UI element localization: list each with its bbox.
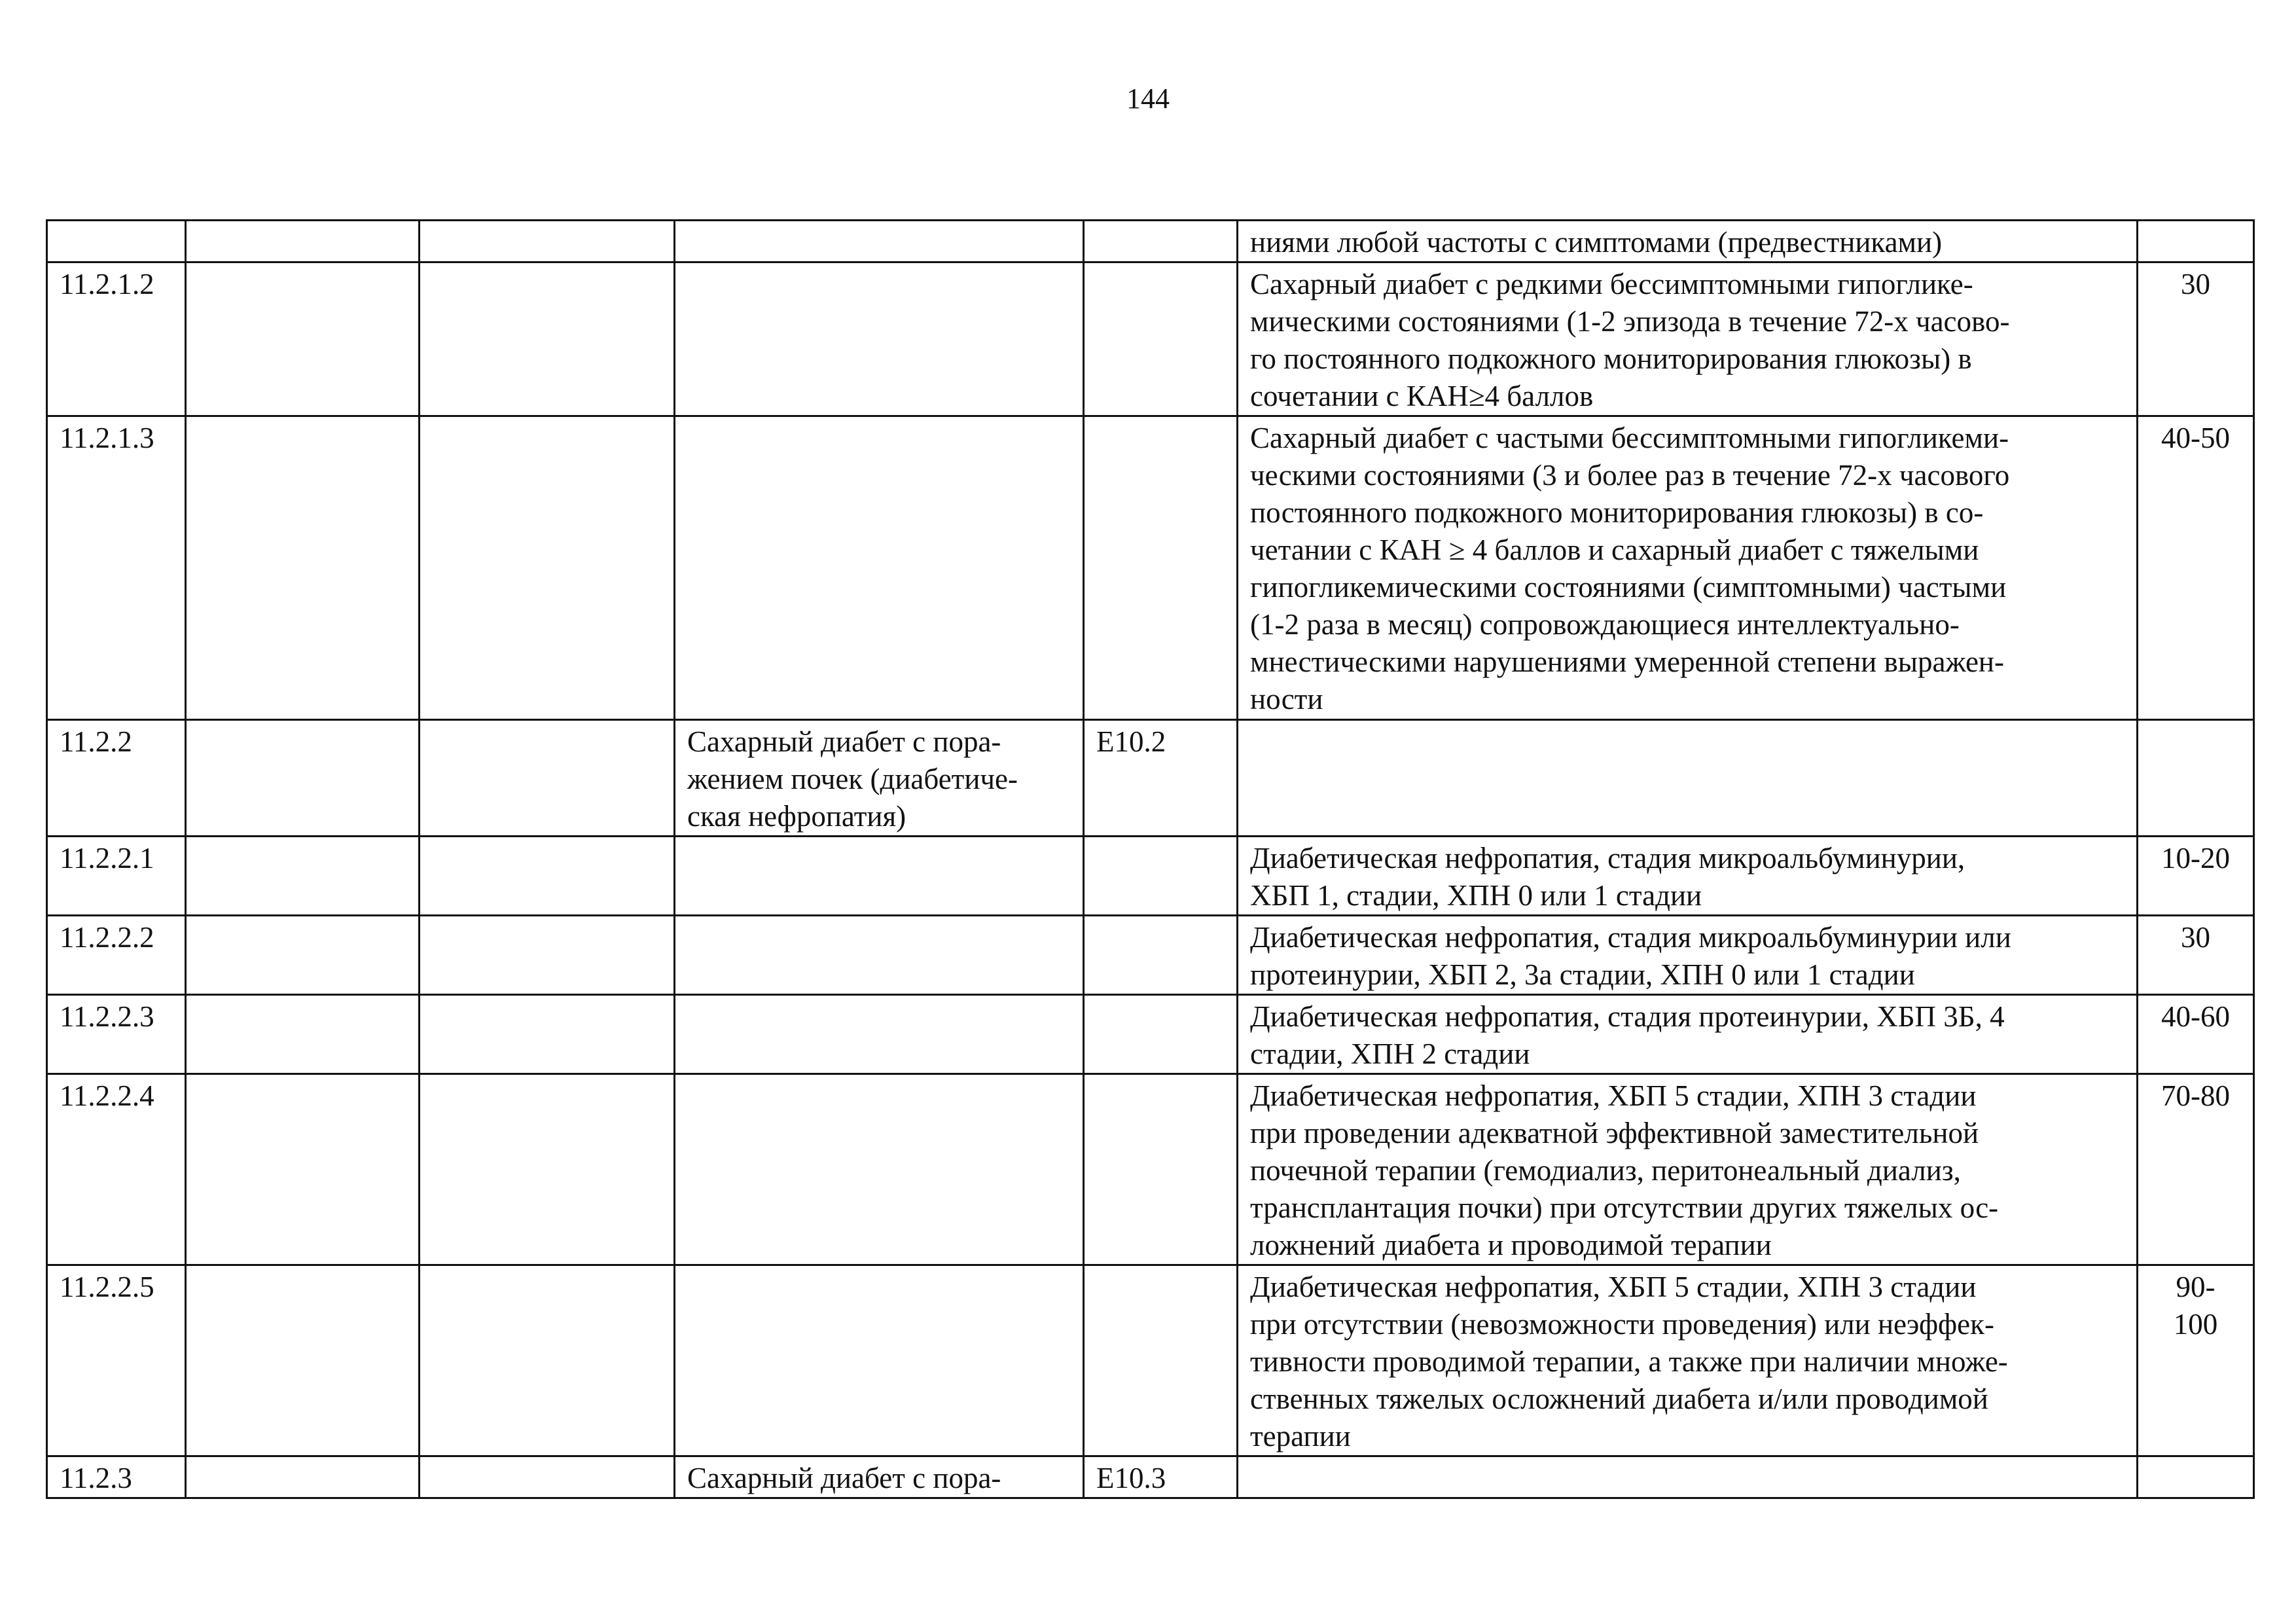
description-cell-line: четании с КАН ≥ 4 баллов и сахарный диабет с тяжелыми [1250,533,1979,566]
icd-code-cell [1084,221,1238,262]
diagnosis-name-cell [675,995,1084,1074]
description-cell-line: мнестическими нарушениями умеренной степени выражен- [1250,645,2004,678]
percent-value-cell-line: 70-80 [2161,1079,2230,1112]
description-cell-line: Диабетическая нефропатия, ХБП 5 стадии, ХПН 3 стадии [1250,1079,1977,1112]
empty-cell [420,221,675,262]
empty-cell [186,995,420,1074]
description-cell-line: го постоянного подкожного мониторирования глюкозы) в [1250,342,1972,375]
description-cell-line: ХБП 1, стадии, ХПН 0 или 1 стадии [1250,879,1702,912]
icd-code-cell [1084,995,1238,1074]
description-cell [1238,221,2138,262]
description-cell [1238,720,2138,837]
empty-cell [186,916,420,995]
percent-value-cell [2138,1456,2254,1498]
diagnosis-name-cell [675,720,1084,837]
description-cell-line: терапии [1250,1420,1351,1453]
empty-cell [420,1074,675,1265]
empty-cell [420,995,675,1074]
table-row [47,262,2254,416]
percent-value-cell [2138,221,2254,262]
icd-code-cell [1084,416,1238,720]
percent-value-cell [2138,1074,2254,1265]
icd-code-cell [1084,837,1238,916]
empty-cell [420,720,675,837]
description-cell-line: протеинурии, ХБП 2, 3а стадии, ХПН 0 или 1 стадии [1250,958,1915,991]
percent-value-cell [2138,416,2254,720]
empty-cell [186,1074,420,1265]
description-cell [1238,262,2138,416]
percent-value-cell-line: 40-50 [2161,422,2230,454]
icd-code-cell [1084,916,1238,995]
empty-cell [186,416,420,720]
table-row [47,1074,2254,1265]
description-cell-line: ности [1250,683,1323,715]
diagnosis-name-cell-line: ская нефропатия) [687,800,906,833]
row-code-cell: 11.2.2.4 [47,1074,186,1265]
empty-cell [186,720,420,837]
description-cell [1238,995,2138,1074]
percent-value-cell-line: 30 [2181,268,2210,300]
diagnosis-name-cell [675,416,1084,720]
empty-cell [186,837,420,916]
description-cell-line: ческими состояниями (3 и более раз в течение 72-х часового [1250,459,2010,492]
description-cell-line: при отсутствии (невозможности проведения) или неэффек- [1250,1308,1994,1341]
table-row [47,221,2254,262]
diagnosis-name-cell [675,262,1084,416]
empty-cell [420,837,675,916]
percent-value-cell [2138,262,2254,416]
row-code-cell: 11.2.2.3 [47,995,186,1074]
icd-code-cell [1084,1074,1238,1265]
row-code-cell: 11.2.1.3 [47,416,186,720]
description-cell-line: Диабетическая нефропатия, стадия микроальбуминурии или [1250,921,2011,954]
description-cell [1238,416,2138,720]
description-cell-line: трансплантация почки) при отсутствии других тяжелых ос- [1250,1191,1999,1224]
diagnosis-name-cell [675,1074,1084,1265]
description-cell-line: Сахарный диабет с редкими бессимптомными гипоглике- [1250,268,1973,300]
percent-value-cell [2138,720,2254,837]
description-cell-line: гипогликемическими состояниями (симптомными) частыми [1250,571,2007,604]
percent-value-cell-line: 90- [2176,1271,2215,1303]
percent-value-cell [2138,1265,2254,1456]
description-cell-line: мическими состояниями (1-2 эпизода в течение 72-х часово- [1250,305,2010,338]
description-cell-line: тивности проводимой терапии, а также при наличии множе- [1250,1345,2008,1378]
empty-cell [420,1265,675,1456]
row-code-cell [47,221,186,262]
table-row [47,916,2254,995]
percent-value-cell-line: 10-20 [2161,842,2230,875]
diagnosis-name-cell [675,1265,1084,1456]
percent-value-cell-line: 40-60 [2161,1000,2230,1033]
empty-cell [420,916,675,995]
description-cell-line: постоянного подкожного мониторирования глюкозы) в со- [1250,496,1984,529]
percent-value-cell-line: 30 [2181,921,2210,954]
diagnosis-name-cell-line: Сахарный диабет с пора- [687,1462,1001,1494]
diagnosis-name-cell [675,1456,1084,1498]
table-row [47,995,2254,1074]
percent-value-cell [2138,995,2254,1074]
row-code-cell: 11.2.2.1 [47,837,186,916]
row-code-cell: 11.2.3 [47,1456,186,1498]
table-row [47,720,2254,837]
empty-cell [420,262,675,416]
diagnosis-name-cell [675,837,1084,916]
description-cell-line: (1-2 раза в месяц) сопровождающиеся интеллектуально- [1250,608,1960,641]
icd-code-cell [1084,1265,1238,1456]
row-code-cell: 11.2.1.2 [47,262,186,416]
disability-criteria-table [46,219,2255,1499]
description-cell-line: ложнений диабета и проводимой терапии [1250,1229,1772,1261]
description-cell-line: ственных тяжелых осложнений диабета и/или проводимой [1250,1382,1988,1415]
row-code-cell: 11.2.2 [47,720,186,837]
description-cell-line: стадии, ХПН 2 стадии [1250,1038,1530,1070]
percent-value-cell [2138,837,2254,916]
description-cell [1238,1265,2138,1456]
icd-code-cell [1084,262,1238,416]
table-body [47,221,2254,1498]
description-cell-line: Диабетическая нефропатия, стадия микроальбуминурии, [1250,842,1965,875]
description-cell-line: почечной терапии (гемодиализ, перитонеальный диализ, [1250,1154,1961,1187]
empty-cell [186,1265,420,1456]
page-number: 144 [1126,82,1170,115]
empty-cell [420,416,675,720]
table-row [47,416,2254,720]
description-cell-line: ниями любой частоты с симптомами (предвестниками) [1250,226,1943,259]
empty-cell [420,1456,675,1498]
empty-cell [186,262,420,416]
diagnosis-name-cell [675,221,1084,262]
diagnosis-name-cell-line: Сахарный диабет с пора- [687,725,1001,758]
description-cell [1238,837,2138,916]
description-cell-line: Диабетическая нефропатия, ХБП 5 стадии, ХПН 3 стадии [1250,1271,1977,1303]
empty-cell [186,1456,420,1498]
table-row [47,1265,2254,1456]
row-code-cell: 11.2.2.2 [47,916,186,995]
icd-code-cell: E10.3 [1084,1456,1238,1498]
description-cell-line: при проведении адекватной эффективной заместительной [1250,1117,1979,1149]
percent-value-cell [2138,916,2254,995]
description-cell-line: Диабетическая нефропатия, стадия протеинурии, ХБП 3Б, 4 [1250,1000,2005,1033]
table-row [47,1456,2254,1498]
empty-cell [186,221,420,262]
description-cell [1238,1456,2138,1498]
description-cell-line: Сахарный диабет с частыми бессимптомными гипогликеми- [1250,422,2009,454]
table-row [47,837,2254,916]
percent-value-cell-line: 100 [2173,1308,2218,1341]
icd-code-cell: E10.2 [1084,720,1238,837]
diagnosis-name-cell-line: жением почек (диабетиче- [687,763,1018,795]
description-cell-line: сочетании с КАН≥4 баллов [1250,380,1594,412]
description-cell [1238,1074,2138,1265]
diagnosis-name-cell [675,916,1084,995]
description-cell [1238,916,2138,995]
row-code-cell: 11.2.2.5 [47,1265,186,1456]
